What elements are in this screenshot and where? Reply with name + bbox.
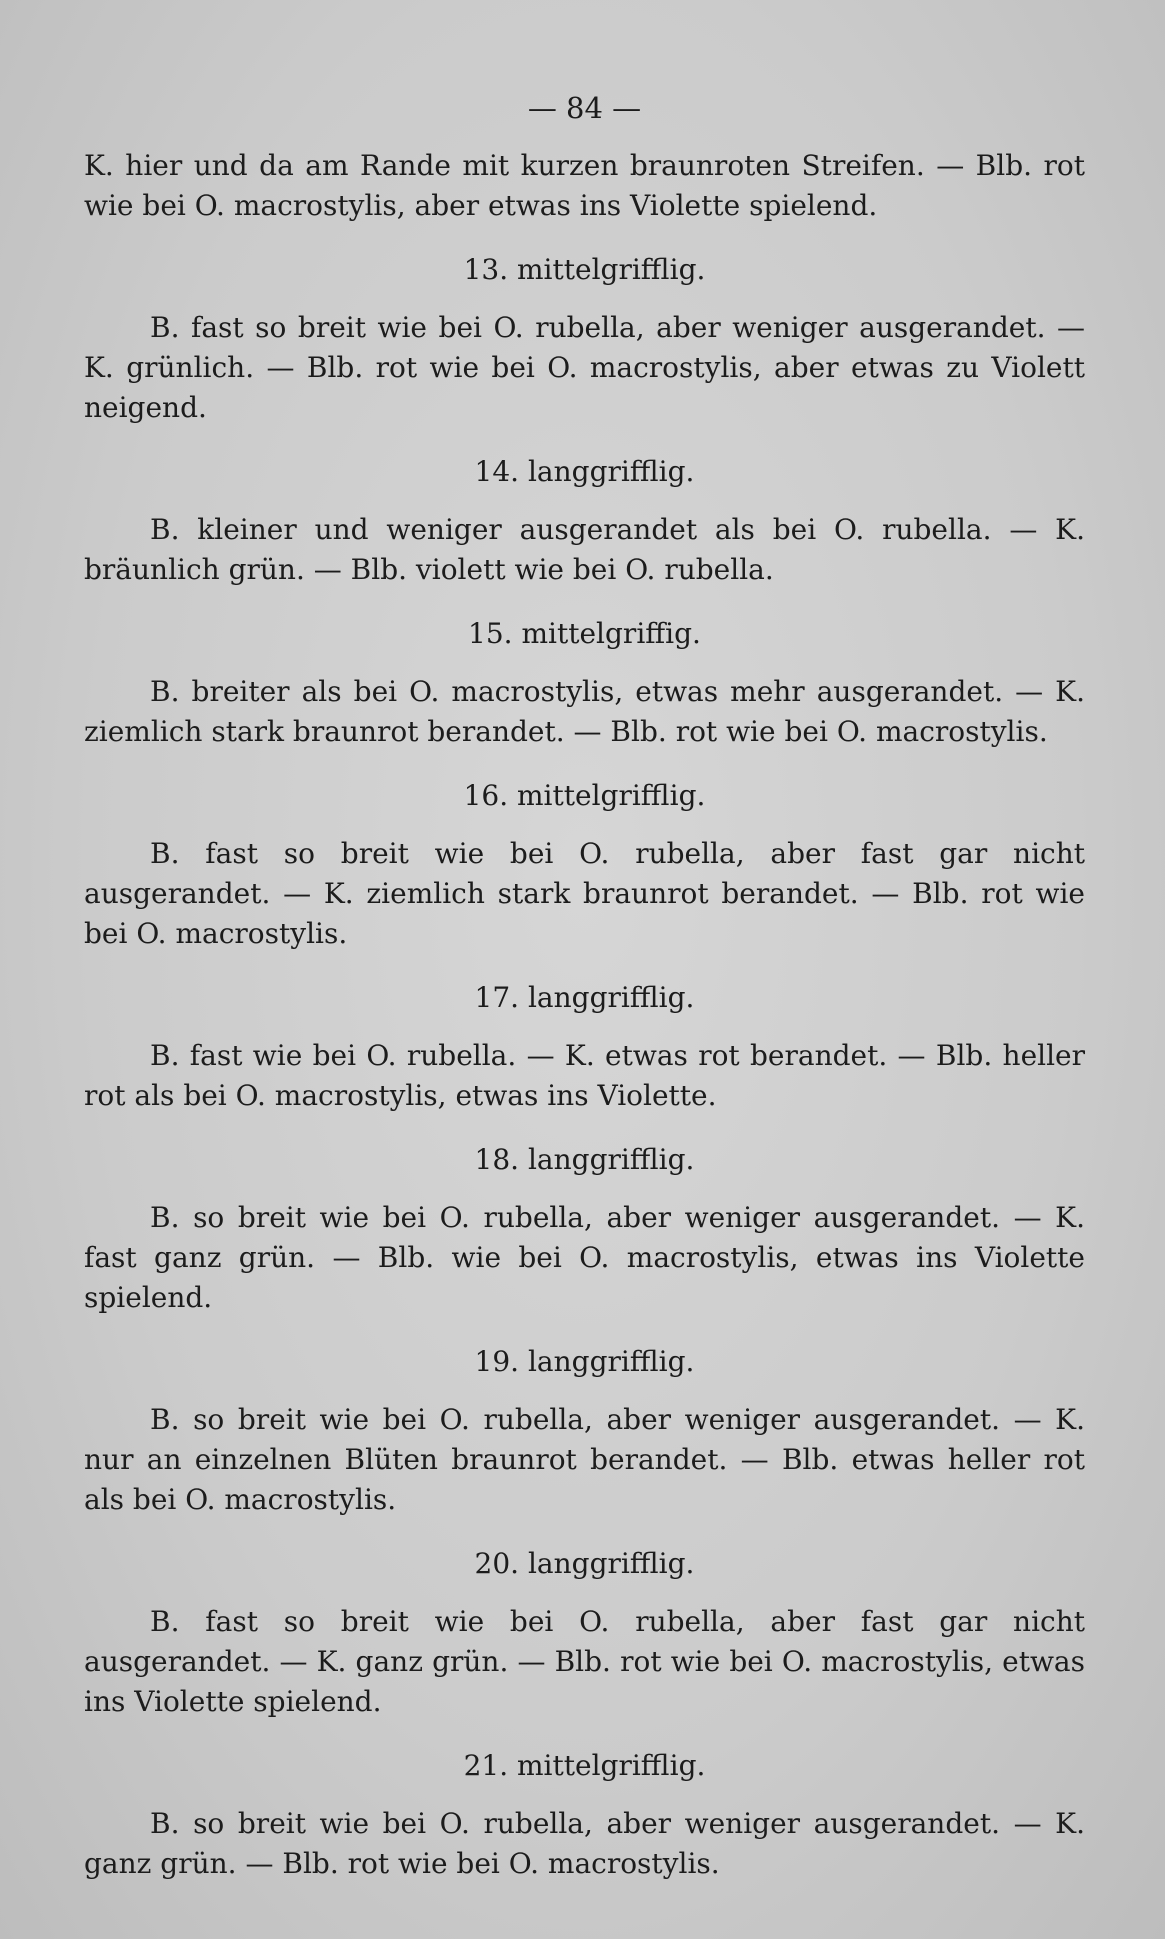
entry-heading: 16. mittelgrifflig. [463, 779, 706, 812]
entry-heading: 17. langgrifflig. [474, 981, 695, 1014]
intro-paragraph: K. hier und da am Rande mit kurzen braunroten Streifen. — Blb. rot wie bei O. macrostylis, aber etwas ins Violette spielend. [84, 149, 1085, 222]
entry-20 [84, 1544, 1085, 1722]
entry-18 [84, 1140, 1085, 1318]
entry-heading: 18. langgrifflig. [474, 1143, 695, 1176]
entry-heading: 13. mittelgrifflig. [463, 253, 706, 286]
entry-description: B. so breit wie bei O. rubella, aber weniger ausgerandet. — K. ganz grün. — Blb. rot wie bei O. macrostylis. [84, 1807, 1085, 1880]
entry-21 [84, 1746, 1085, 1884]
entry-17 [84, 978, 1085, 1116]
entry-19 [84, 1342, 1085, 1520]
entry-description: B. so breit wie bei O. rubella, aber weniger ausgerandet. — K. nur an einzelnen Blüten braunrot berandet. — Blb. etwas heller rot als bei O. macrostylis. [84, 1403, 1085, 1516]
entry-heading: 14. langgrifflig. [474, 455, 695, 488]
entry-description: B. fast wie bei O. rubella. — K. etwas rot berandet. — Blb. heller rot als bei O. macrostylis, etwas ins Violette. [84, 1039, 1085, 1112]
entry-15 [84, 614, 1085, 752]
entry-description: B. fast so breit wie bei O. rubella, aber weniger ausgerandet. — K. grünlich. — Blb. rot wie bei O. macrostylis, aber etwas zu Violett neigend. [84, 311, 1085, 424]
entry-description: B. fast so breit wie bei O. rubella, aber fast gar nicht ausgerandet. — K. ziemlich stark braunrot berandet. — Blb. rot wie bei O. macrostylis. [84, 837, 1085, 950]
entry-description: B. kleiner und weniger ausgerandet als bei O. rubella. — K. bräunlich grün. — Blb. violett wie bei O. rubella. [84, 513, 1085, 586]
entry-heading: 19. langgrifflig. [474, 1345, 695, 1378]
page-number: — 84 — [527, 91, 642, 125]
entry-13 [84, 250, 1085, 428]
entry-16 [84, 776, 1085, 954]
entry-heading: 20. langgrifflig. [474, 1547, 695, 1580]
entry-description: B. breiter als bei O. macrostylis, etwas mehr ausgerandet. — K. ziemlich stark braunrot berandet. — Blb. rot wie bei O. macrostylis. [84, 675, 1085, 748]
entry-14 [84, 452, 1085, 590]
entry-description: B. fast so breit wie bei O. rubella, aber fast gar nicht ausgerandet. — K. ganz grün. — Blb. rot wie bei O. macrostylis, etwas ins Violette spielend. [84, 1605, 1085, 1718]
entry-description: B. so breit wie bei O. rubella, aber weniger ausgerandet. — K. fast ganz grün. — Blb. wie bei O. macrostylis, etwas ins Violette spielend. [84, 1201, 1085, 1314]
entry-heading: 15. mittelgriffig. [468, 617, 701, 650]
entry-heading: 21. mittelgrifflig. [463, 1749, 706, 1782]
